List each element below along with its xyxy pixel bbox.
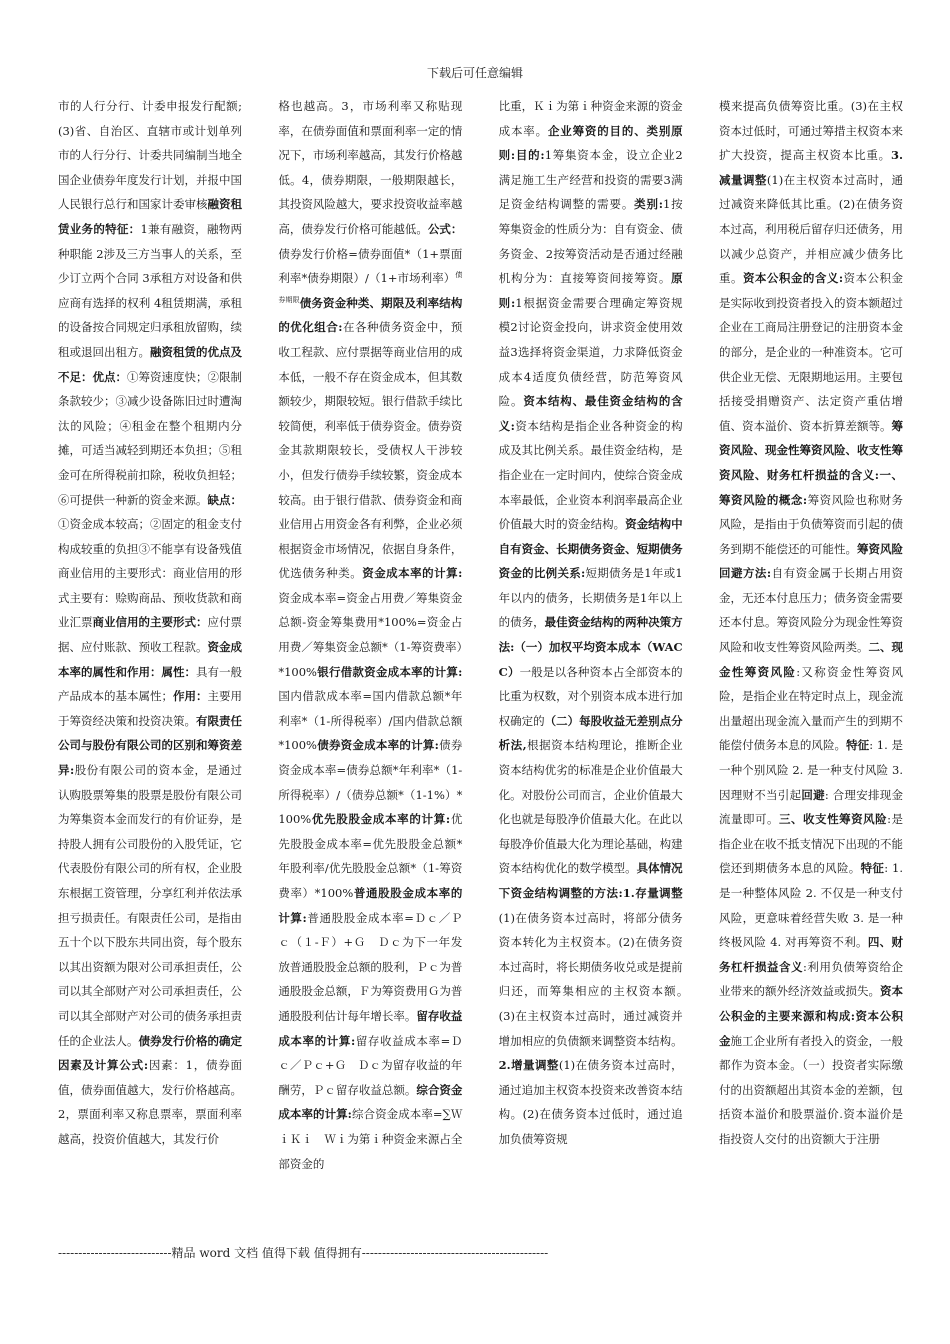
heading: 最佳资金结构的两种决策方法:（一）加权平均资本成本（WACC） (498, 615, 683, 679)
heading: 优先股股金成本率的计算: (311, 812, 451, 827)
heading: 融资租赁的优点及不足：优点： (58, 344, 242, 384)
paragraph: 股份有限公司的资本金，是通过认购股票筹集的股票是股份有限公司为筹集资本金而发行的有价证券，是持股人拥有公司股份的入股凭证，它代表股份有限公司的所有权，企业股东根据工资管理，分享红利并依法承担亏损责任。有限责任公司，是指由五十个以下股东共同出资，每个股东以其出资额为限对公司承担责任，公司以其全部财产对公司承担责任，公司以其全部财产对公司的债务承担责任的企业法人。 (58, 763, 242, 1048)
paragraph: 因素：1，债券面值，债券面值越大，发行价格越高。2，票面利率又称息票率，票面利率越高，投资价值越大，其发行价 (58, 1058, 242, 1146)
paragraph: : 1. 是一种个别风险 2. 是一种支付风险 3. 因理财不当引起 (718, 738, 903, 802)
heading: 公式： (427, 221, 463, 236)
paragraph: : 1. 是一种整体风险 2. 不仅是一种支付风险，更意味着经营失败 3. 是一种终极风险 4. 对再筹资不利。 (718, 861, 903, 950)
page-header: 下载后可任意编辑 (426, 66, 523, 80)
heading: 资金结构中自有资金、长期债务资金、短期债务资金的比例关系: (498, 517, 683, 581)
heading: 资金成本率的属性和作用：属性： (58, 640, 242, 679)
paragraph: 1按筹集资金的性质分为：自有资金、债务资金、2按筹资活动是否通过经融机构分为：直接筹资间接筹资。 (498, 197, 683, 286)
text-column-3 (498, 94, 695, 1244)
heading: 普通股股金成本率的计算: (278, 886, 463, 925)
paragraph: 根据资本结构理论，推断企业资本结构优劣的标准是企业价值最大化。对股份公司而言，企业价值最大化也就是每股净价值最大化。在此以每股净价值最大化为理论基础，构建资本结构优化的数学模型。 (498, 738, 683, 876)
paragraph: 比重，Ｋｉ为第ｉ种资金来源的资金成本率。 (498, 99, 683, 138)
paragraph: 1筹集资本金，设立企业2满足施工生产经营和投资的需要3满足资金结构调整的需要。 (498, 148, 683, 212)
paragraph: : 合理安排现金流量即可。 (718, 787, 903, 827)
heading: 资本结构、最佳资金结构的含义: (498, 394, 683, 433)
paragraph: 应付票据、应付账款、预收工程款。 (58, 615, 242, 655)
paragraph: 具有一般产品成本的基本属性； (58, 664, 242, 704)
document-body (58, 94, 903, 1244)
paragraph: 市的人行分行、计委申报发行配额;(3)省、自治区、直辖市或计划单列市的人行分行、计委共同编制当地全国企业债券年度发行计划，并报中国人民银行总行和国家计委审核 (58, 99, 242, 212)
heading: 回避 (801, 787, 825, 802)
paragraph: 债券发行价格=债券面值*（1+票面利率*债券期限）/（1+市场利率） (278, 246, 463, 286)
paragraph: (1)在债务资本过高时，通过追加主权资本投资来改善资本结构。(2)在债务资本过低时，通过追加负债筹资规 (498, 1058, 683, 1146)
heading: 企业筹资的目的、类别原则:目的: (498, 123, 683, 163)
text-column-2 (278, 94, 462, 1244)
paragraph: 资本公积金是实际收到投资者投入的资本额超过企业在工商局注册登记的注册资本金的部分，是企业的一种准资本。它可供企业无偿、无限期地运用。主要包括接受捐赠资产、法定资产重估增值、资本溢价、资本折算差额等。 (718, 271, 903, 433)
paragraph: 筹资风险也称财务风险，是指由于负债筹资而引起的债务到期不能偿还的可能性。 (718, 492, 903, 556)
heading: 二、现金性筹资风险 (718, 640, 903, 679)
heading: 缺点： (207, 492, 242, 507)
paragraph: 债券资金成本率=债券总额*年利率*（1-所得税率）/（债券总额*（1-1%）*100% (278, 738, 463, 827)
heading: 2.增量调整 (498, 1058, 559, 1073)
paragraph: 综合资金成本率=∑ＷｉＫｉ Ｗｉ为第ｉ种资金来源占全部资金的 (278, 1107, 463, 1171)
superscript-note: 债券期限 (278, 271, 463, 304)
heading: 债务资金种类、期限及利率结构的优化组合: (278, 295, 463, 335)
heading: 资本公积金的含义: (742, 271, 844, 286)
paragraph: 1兼有融资，融物两种职能 2涉及三方当事人的关系，至少订立两个合同 3承租方对设备和供应商有选择的权利 4租赁期满，承租的设备按合同规定归承租放留购，续租或退回出租方。 (58, 221, 242, 359)
paragraph: 普通股股金成本率=Ｄｃ／Ｐｃ（１-Ｆ）+Ｇ Ｄｃ为下一年发放普通股股金总额的股利，Ｐｃ为普通股股金总额，Ｆ为筹资费用Ｇ为普通股股利估计每年增长率。 (278, 910, 463, 1023)
heading: 综合资金成本率的计算: (278, 1082, 463, 1122)
heading: 原则: (498, 271, 683, 310)
heading: 留存收益成本率的计算: (278, 1008, 463, 1048)
heading: 特征 (860, 861, 885, 876)
paragraph: 资金成本率=资金占用费／筹集资金总额-资金筹集费用*100%=资金占用费／筹集资金总额*（1-筹资费率）*100% (278, 590, 463, 679)
heading: 三、收支性筹资风险 (779, 812, 888, 827)
text-column-1 (58, 94, 242, 1244)
paragraph: 短期债务是1年或1年以内的债务，长期债务是1年以上的债务， (498, 566, 683, 630)
paragraph: 模来提高负债筹资比重。(3)在主权资本过低时，可通过筹措主权资本来扩大投资，提高主权资本比重。 (718, 99, 903, 163)
paragraph: 格也越高。3，市场利率又称贴现率，在债券面值和票面利率一定的情况下，市场利率越高，其发行价格越低。4，债券期限，一般期限越长，其投资风险越大，要求投资收益率越高，债券发行价格可能越低。 (278, 99, 463, 236)
heading: 筹资风险回避方法: (718, 541, 903, 581)
page-footer: ----------------------------精品 word 文档 值得下载 值得拥有---------------------------------------------- (58, 1246, 549, 1260)
heading: 有限责任公司与股份有限公司的区别和筹资差异: (58, 713, 242, 778)
heading: 四、财务杠杆损益含义 (718, 935, 903, 974)
paragraph: 资本结构是指企业各种资金的构成及其比例关系。最佳资金结构，是指企业在一定时间内，使综合资金成本率最低，企业资本利润率最高企业价值最大时的资金结构。 (498, 418, 683, 532)
paragraph: 自有资金属于长期占用资金，无还本付息压力；债务资金需要还本付息。筹资风险分为现金性筹资风险和收支性筹资风险两类。 (718, 566, 903, 655)
paragraph: 国内借款成本率=国内借款总额*年利率*（1-所得税率）/国内借款总额*100% (278, 689, 463, 753)
paragraph: 施工企业所有者投入的资金，一般都作为资本金。（一）投资者实际缴付的出资额超出其资本金的差额，包括资本溢价和股票溢价.资本溢价是指投资人交付的出资额大于注册 (718, 1033, 903, 1146)
paragraph: :又称资金性筹资风险，是指企业在特定时点上，现金流出量超出现金流入量而产生的到期不能偿付债务本息的风险。 (718, 664, 903, 753)
paragraph: 优先股股金成本率=优先股股金总额*年股利率/优先股股金总额*（1-筹资费率）*100% (278, 812, 463, 900)
paragraph: :利用负债筹资给企业带来的额外经济效益或损失。 (718, 959, 903, 999)
paragraph: 在各种债务资金中，预收工程款、应付票据等商业信用的成本低，一般不存在资金成本，但其数额较少，期限较短。银行借款手续比较简便，利率低于债券资金。债券资金其款期限较长，受债权人干涉较小，但发行债券手续较繁，资金成本较高。由于银行借款、债券资金和商业信用占用资金各有利弊，企业必须根据资金市场情况，依据自身条件，优选债务种类。 (278, 320, 463, 581)
heading: 特征 (846, 738, 870, 753)
heading: 资本公积金的主要来源和构成:资本公积金 (718, 984, 903, 1048)
heading: 3.减量调整 (718, 148, 903, 187)
heading: 融资租赁业务的特征： (58, 197, 242, 236)
paragraph: :是指企业在收不抵支情况下出现的不能偿还到期债务本息的风险。 (718, 812, 903, 876)
heading: 银行借款资金成本率的计算: (316, 664, 463, 679)
heading: 作用： (173, 689, 208, 704)
paragraph: (1)在债务资本过高时，将部分债务资本转化为主权资本。(2)在债务资本过高时，将长期债务收兑或是提前归还，而筹集相应的主权资本额。 (3)在主权资本过高时，通过减资并增加相应的负债额来调整资本结构。 (498, 910, 695, 1048)
heading: 类别: (634, 197, 664, 212)
heading: 债券发行价格的确定因素及计算公式: (58, 1033, 242, 1073)
paragraph: 主要用于筹资经决策和投资决策。 (58, 689, 242, 728)
heading: 资金成本率的计算: (362, 566, 463, 581)
heading: 债券资金成本率的计算: (316, 738, 439, 753)
paragraph: ①资金成本较高；②固定的租金支付构成较重的负担③不能享有设备残值商业信用的主要形式：商业信用的形式主要有：赊购商品、预收货款和商业汇票 (58, 517, 242, 630)
paragraph: 留存收益成本率=Ｄｃ／Ｐｃ+Ｇ Ｄｃ为留存收益的年酬劳，Ｐｃ留存收益总额。 (278, 1033, 463, 1097)
text-column-4 (719, 94, 903, 1244)
paragraph: 1根据资金需要合理确定筹资规模2讨论资金投向，讲求资金使用效益3选择将资金渠道，力求降低资金成本4适度负债经营，防范筹资风险。 (498, 295, 683, 409)
heading: （二）每股收益无差别点分析法, (498, 713, 683, 753)
heading: 具体情况下资金结构调整的方法:1.存量调整 (498, 861, 683, 900)
heading: 商业信用的主要形式： (92, 615, 208, 630)
paragraph: (1)在主权资本过高时，通过减资来降低其比重。(2)在债务资本过高，利用税后留存归还债务，用以减少总资产，并相应减少债务比重。 (718, 172, 903, 286)
paragraph: ①筹资速度快；②限制条款较少；③减少设备陈旧过时遭淘汰的风险；④租金在整个租期内分摊，可适当减轻到期还本负担；⑤租金可在所得税前扣除，税收负担轻；⑥可提供一种新的资金来源。 (58, 369, 242, 507)
heading: 筹资风险、现金性筹资风险、收支性筹资风险、财务杠杆损益的含义:一、筹资风险的概念: (718, 418, 903, 507)
paragraph: 一般是以各种资本占全部资本的比重为权数，对个别资本成本进行加权确定的 (498, 664, 683, 728)
